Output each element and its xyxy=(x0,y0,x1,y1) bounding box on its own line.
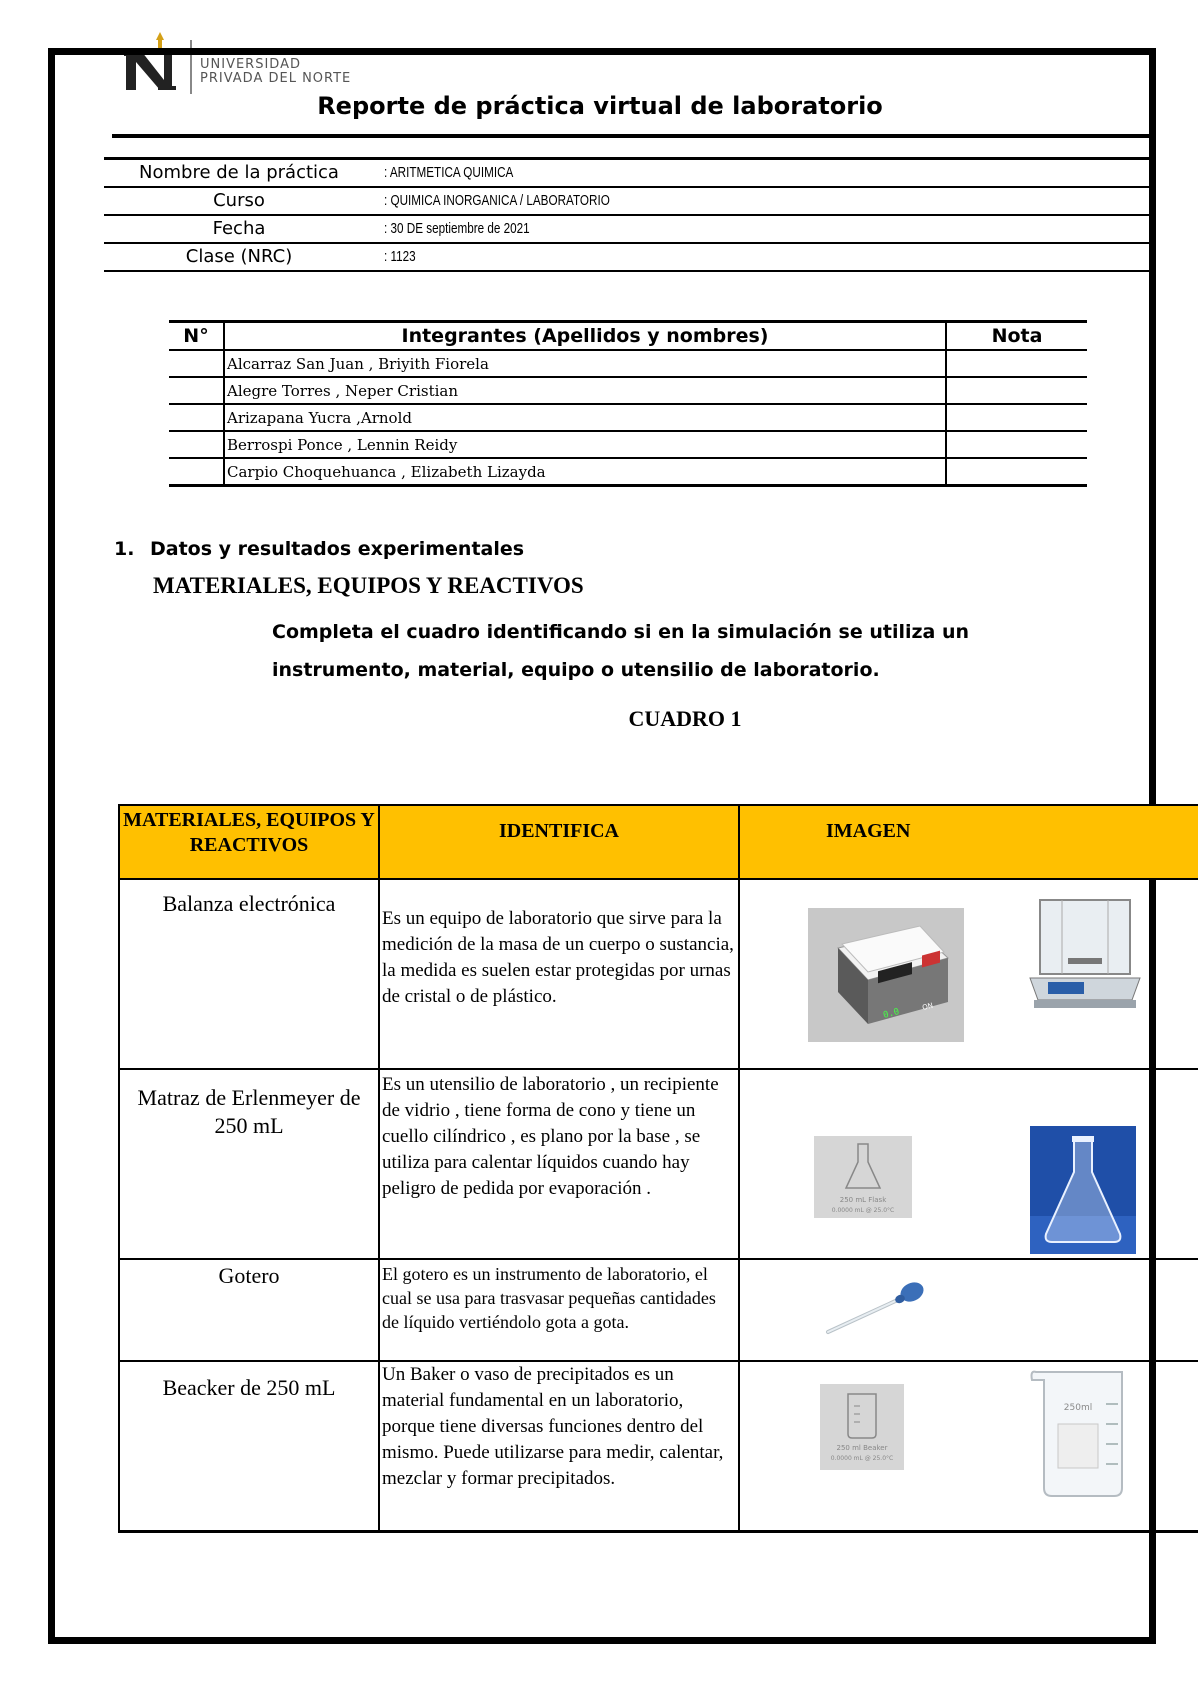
header-imagen xyxy=(739,805,1198,879)
beaker-sim-image xyxy=(820,1384,904,1470)
materials-table xyxy=(118,804,1198,1533)
member-grade xyxy=(946,404,1087,431)
item-desc-cell xyxy=(379,1069,739,1259)
logo-line-1: UNIVERSIDAD xyxy=(200,57,301,72)
item-image-cell xyxy=(739,879,1198,1069)
title-divider xyxy=(112,134,1156,138)
table-row xyxy=(119,1361,1198,1531)
document-title: Reporte de práctica virtual de laboratorio xyxy=(317,92,883,120)
item-description: Es un equipo de laboratorio que sirve para la medición de la masa de un cuerpo o sustancia, la medida es suelen estar protegidas por urnas de cristal o de plástico. xyxy=(382,908,734,1007)
header-imagen-label: IMAGEN xyxy=(826,820,911,842)
info-value: : 1123 xyxy=(384,248,416,265)
item-name-cell xyxy=(119,1361,379,1531)
erlenmeyer-photo-image xyxy=(1030,1126,1136,1254)
table-row xyxy=(169,377,1087,404)
item-name: Matraz de Erlenmeyer de 250 mL xyxy=(137,1085,361,1138)
member-grade xyxy=(946,458,1087,486)
section-number: 1. xyxy=(114,538,135,560)
section-heading xyxy=(114,538,524,560)
table-row xyxy=(169,431,1087,458)
item-name: Beacker de 250 mL xyxy=(162,1375,336,1400)
item-description: Es un utensilio de laboratorio , un recipiente de vidrio , tiene forma de cono y tiene un cuello cilíndrico , es plano por la base , se utiliza para calentar líquidos cuando hay peligro de pedida por evaporación . xyxy=(382,1074,719,1199)
member-name: Carpio Choquehuanca , Elizabeth Lizayda xyxy=(224,458,946,486)
members-table xyxy=(169,320,1087,487)
flask-caption-2: 0.0000 mL @ 25.0°C xyxy=(831,1207,895,1214)
header-materials xyxy=(119,805,379,879)
member-name: Arizapana Yucra ,Arnold xyxy=(224,404,946,431)
materials-header-row xyxy=(119,805,1198,879)
member-number xyxy=(169,404,224,431)
info-label: Clase (NRC) xyxy=(185,246,293,267)
item-name-cell xyxy=(119,1259,379,1361)
dropper-image xyxy=(824,1274,930,1338)
item-desc-cell xyxy=(379,1259,739,1361)
item-name-cell xyxy=(119,879,379,1069)
member-number xyxy=(169,431,224,458)
balance-sim-image xyxy=(808,908,964,1042)
flask-caption-1: 250 mL Flask xyxy=(839,1196,887,1204)
header-identifica xyxy=(379,805,739,879)
item-name: Balanza electrónica xyxy=(162,891,336,916)
item-image-cell xyxy=(739,1259,1198,1361)
members-header-grade: Nota xyxy=(946,322,1087,351)
info-label: Fecha xyxy=(212,218,266,239)
table-caption: CUADRO 1 xyxy=(628,706,742,731)
item-description: El gotero es un instrumento de laboratorio, el cual se usa para trasvasar pequeñas cantidades de líquido vertiéndolo gota a gota. xyxy=(382,1264,716,1332)
item-desc-cell xyxy=(379,879,739,1069)
balance-on-button: ON xyxy=(921,1001,934,1012)
item-name: Gotero xyxy=(218,1263,280,1288)
info-row-date xyxy=(104,216,1156,244)
info-label: Curso xyxy=(213,190,265,211)
practice-info-table xyxy=(104,157,1156,272)
item-name-cell xyxy=(119,1069,379,1259)
member-name: Alegre Torres , Neper Cristian xyxy=(224,377,946,404)
member-grade xyxy=(946,431,1087,458)
info-label: Nombre de la práctica xyxy=(139,162,339,183)
item-image-cell xyxy=(739,1361,1198,1531)
member-name: Berrospi Ponce , Lennin Reidy xyxy=(224,431,946,458)
info-value: : QUIMICA INORGANICA / LABORATORIO xyxy=(384,192,610,209)
table-row xyxy=(119,879,1198,1069)
section-title: Datos y resultados experimentales xyxy=(150,538,525,560)
member-grade xyxy=(946,377,1087,404)
beaker-photo-label: 250ml xyxy=(1063,1403,1093,1413)
item-desc-cell xyxy=(379,1361,739,1531)
info-row-course xyxy=(104,188,1156,216)
balance-display: 0.0 xyxy=(882,1007,901,1021)
header-identifica-label: IDENTIFICA xyxy=(498,820,620,842)
members-header-row xyxy=(169,322,1087,351)
logo-line-2: PRIVADA DEL NORTE xyxy=(200,71,352,86)
beaker-caption-1: 250 ml Beaker xyxy=(836,1444,888,1452)
item-image-cell xyxy=(739,1069,1198,1259)
info-value: : ARITMETICA QUIMICA xyxy=(384,164,514,181)
table-row xyxy=(119,1069,1198,1259)
header-materials-label: MATERIALES, EQUIPOS Y REACTIVOS xyxy=(123,809,375,856)
info-value: : 30 DE septiembre de 2021 xyxy=(384,220,530,237)
analytical-balance-image xyxy=(1026,896,1144,1014)
flask-sim-image xyxy=(814,1136,912,1218)
member-name: Alcarraz San Juan , Briyith Fiorela xyxy=(224,350,946,377)
members-header-number: N° xyxy=(169,322,224,351)
member-number xyxy=(169,350,224,377)
member-grade xyxy=(946,350,1087,377)
table-row xyxy=(169,458,1087,486)
member-number xyxy=(169,377,224,404)
beaker-caption-2: 0.0000 mL @ 25.0°C xyxy=(830,1455,894,1462)
table-row xyxy=(169,404,1087,431)
info-row-class xyxy=(104,244,1156,272)
members-header-names: Integrantes (Apellidos y nombres) xyxy=(224,322,946,351)
instruction-text: Completa el cuadro identificando si en la simulación se utiliza un instrumento, material, equipo o utensilio de laboratorio. xyxy=(272,621,970,681)
section-subtitle: MATERIALES, EQUIPOS Y REACTIVOS xyxy=(153,573,584,598)
beaker-photo-image xyxy=(1026,1364,1138,1502)
item-description: Un Baker o vaso de precipitados es un material fundamental en un laboratorio, porque tiene diversas funciones dentro del mismo. Puede utilizarse para medir, calentar, mezclar y formar precipitados. xyxy=(382,1364,724,1489)
table-row xyxy=(119,1259,1198,1361)
info-row-practice xyxy=(104,157,1156,188)
table-row xyxy=(169,350,1087,377)
member-number xyxy=(169,458,224,486)
